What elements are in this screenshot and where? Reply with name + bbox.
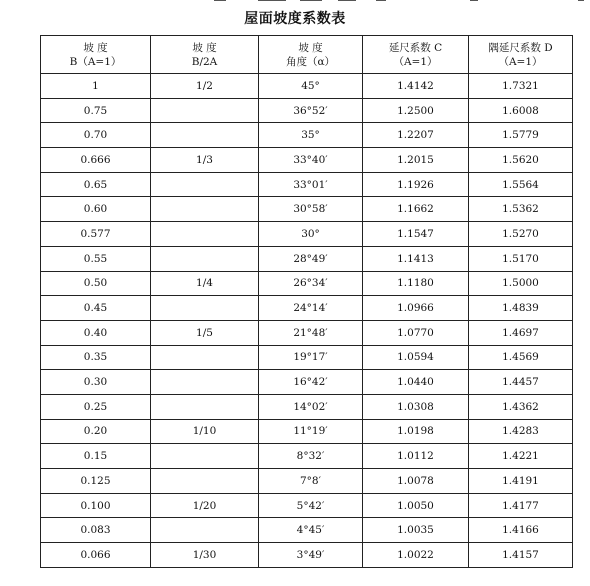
- table-row: [41, 222, 573, 247]
- cell-slope-angle: 8°32′: [259, 444, 363, 469]
- cell-slope-angle: 14°02′: [259, 394, 363, 419]
- header-label: 隅延尺系数 D: [488, 41, 553, 54]
- cell-slope-ratio: [151, 345, 259, 370]
- header-sublabel: （A=1）: [498, 55, 543, 68]
- cell-slope-b: 0.45: [41, 296, 151, 321]
- cell-coefficient-c: 1.2207: [363, 123, 469, 148]
- cell-coefficient-c: 1.4142: [363, 74, 469, 99]
- cell-slope-b: 0.65: [41, 172, 151, 197]
- cell-slope-b: 0.125: [41, 469, 151, 494]
- cell-slope-ratio: 1/4: [151, 271, 259, 296]
- cell-slope-b: 0.70: [41, 123, 151, 148]
- cell-slope-ratio: [151, 172, 259, 197]
- cell-coefficient-c: 1.1926: [363, 172, 469, 197]
- cell-coefficient-c: 1.0112: [363, 444, 469, 469]
- table-title: 屋面坡度系数表: [244, 11, 346, 27]
- table-row: [41, 123, 573, 148]
- cell-slope-angle: 26°34′: [259, 271, 363, 296]
- cell-coefficient-d: 1.4457: [469, 370, 573, 395]
- cell-coefficient-d: 1.5000: [469, 271, 573, 296]
- cell-coefficient-d: 1.4157: [469, 543, 573, 568]
- header-label: 延尺系数 C: [388, 41, 443, 54]
- table-row: [41, 197, 573, 222]
- cell-slope-b: 0.577: [41, 222, 151, 247]
- cell-slope-angle: 16°42′: [259, 370, 363, 395]
- cell-slope-b: 0.35: [41, 345, 151, 370]
- cell-coefficient-d: 1.4166: [469, 518, 573, 543]
- cell-slope-angle: 11°19′: [259, 419, 363, 444]
- cell-slope-angle: 45°: [259, 74, 363, 99]
- cell-slope-ratio: [151, 469, 259, 494]
- cell-slope-angle: 35°: [259, 123, 363, 148]
- header-slope-angle: [259, 36, 363, 74]
- cell-slope-angle: 5°42′: [259, 493, 363, 518]
- cell-slope-angle: 19°17′: [259, 345, 363, 370]
- table-row: [41, 296, 573, 321]
- cell-slope-b: 0.666: [41, 148, 151, 173]
- table-row: [41, 271, 573, 296]
- cell-slope-angle: 30°: [259, 222, 363, 247]
- cell-coefficient-c: 1.0594: [363, 345, 469, 370]
- cell-coefficient-c: 1.0022: [363, 543, 469, 568]
- cell-coefficient-c: 1.0198: [363, 419, 469, 444]
- table-row: [41, 444, 573, 469]
- cell-coefficient-c: 1.0966: [363, 296, 469, 321]
- cell-coefficient-d: 1.4697: [469, 320, 573, 345]
- cell-slope-ratio: [151, 444, 259, 469]
- cell-slope-angle: 7°8′: [259, 469, 363, 494]
- cell-slope-b: 0.083: [41, 518, 151, 543]
- header-slope-ratio: [151, 36, 259, 74]
- cell-coefficient-c: 1.1662: [363, 197, 469, 222]
- cell-coefficient-d: 1.5170: [469, 246, 573, 271]
- header-label: 坡 度: [83, 41, 108, 54]
- cell-coefficient-d: 1.5362: [469, 197, 573, 222]
- cell-slope-b: 0.100: [41, 493, 151, 518]
- header-extension-coefficient-c: [363, 36, 469, 74]
- cell-slope-b: 0.55: [41, 246, 151, 271]
- cell-slope-ratio: [151, 246, 259, 271]
- header-sublabel: （A=1）: [393, 55, 438, 68]
- cell-slope-angle: 33°40′: [259, 148, 363, 173]
- cell-slope-b: 0.50: [41, 271, 151, 296]
- table-row: [41, 394, 573, 419]
- cell-slope-angle: 36°52′: [259, 98, 363, 123]
- cell-coefficient-d: 1.4569: [469, 345, 573, 370]
- table-row: [41, 493, 573, 518]
- cell-slope-ratio: [151, 370, 259, 395]
- cell-slope-ratio: 1/20: [151, 493, 259, 518]
- cell-slope-ratio: 1/5: [151, 320, 259, 345]
- cell-coefficient-c: 1.0078: [363, 469, 469, 494]
- table-row: [41, 74, 573, 99]
- cell-slope-ratio: 1/30: [151, 543, 259, 568]
- table-row: [41, 246, 573, 271]
- cell-coefficient-d: 1.4839: [469, 296, 573, 321]
- cell-slope-ratio: [151, 222, 259, 247]
- cell-slope-ratio: [151, 98, 259, 123]
- cell-slope-angle: 30°58′: [259, 197, 363, 222]
- cell-coefficient-d: 1.5564: [469, 172, 573, 197]
- header-row: [41, 36, 573, 74]
- table-row: [41, 98, 573, 123]
- header-hip-extension-coefficient-d: [469, 36, 573, 74]
- cell-slope-ratio: [151, 394, 259, 419]
- cell-coefficient-d: 1.4177: [469, 493, 573, 518]
- header-sublabel: B（A=1）: [69, 55, 122, 68]
- cell-slope-angle: 21°48′: [259, 320, 363, 345]
- slope-coefficient-table: [40, 35, 573, 568]
- cell-slope-angle: 33°01′: [259, 172, 363, 197]
- cell-coefficient-c: 1.0035: [363, 518, 469, 543]
- cell-slope-ratio: 1/3: [151, 148, 259, 173]
- cell-coefficient-c: 1.2500: [363, 98, 469, 123]
- cell-slope-angle: 24°14′: [259, 296, 363, 321]
- cell-coefficient-c: 1.0050: [363, 493, 469, 518]
- cell-slope-angle: 28°49′: [259, 246, 363, 271]
- cell-slope-ratio: 1/2: [151, 74, 259, 99]
- cell-slope-b: 0.40: [41, 320, 151, 345]
- cell-slope-angle: 4°45′: [259, 518, 363, 543]
- cell-coefficient-d: 1.4283: [469, 419, 573, 444]
- header-sublabel: 角度（α）: [285, 55, 336, 68]
- cell-slope-b: 0.20: [41, 419, 151, 444]
- cell-coefficient-c: 1.0308: [363, 394, 469, 419]
- header-slope-b: [41, 36, 151, 74]
- cell-slope-ratio: 1/10: [151, 419, 259, 444]
- cell-coefficient-d: 1.7321: [469, 74, 573, 99]
- cell-coefficient-d: 1.4191: [469, 469, 573, 494]
- cell-slope-ratio: [151, 518, 259, 543]
- header-label: 坡 度: [192, 41, 217, 54]
- cell-slope-b: 0.15: [41, 444, 151, 469]
- header-sublabel: B/2A: [191, 55, 218, 68]
- cell-coefficient-d: 1.5620: [469, 148, 573, 173]
- cell-slope-b: 0.066: [41, 543, 151, 568]
- cell-coefficient-d: 1.4362: [469, 394, 573, 419]
- cell-coefficient-c: 1.0440: [363, 370, 469, 395]
- cell-slope-b: 0.30: [41, 370, 151, 395]
- cell-coefficient-c: 1.2015: [363, 148, 469, 173]
- cell-coefficient-c: 1.0770: [363, 320, 469, 345]
- cell-slope-ratio: [151, 123, 259, 148]
- table-row: [41, 148, 573, 173]
- cell-coefficient-d: 1.4221: [469, 444, 573, 469]
- cell-slope-angle: 3°49′: [259, 543, 363, 568]
- table-row: [41, 172, 573, 197]
- table-row: [41, 469, 573, 494]
- cell-coefficient-c: 1.1180: [363, 271, 469, 296]
- cell-coefficient-d: 1.6008: [469, 98, 573, 123]
- table-body: [41, 74, 573, 568]
- cell-slope-b: 0.25: [41, 394, 151, 419]
- cell-coefficient-c: 1.1547: [363, 222, 469, 247]
- cropped-text-fragment: [0, 0, 590, 5]
- cell-slope-ratio: [151, 296, 259, 321]
- cell-coefficient-d: 1.5779: [469, 123, 573, 148]
- table-row: [41, 370, 573, 395]
- table-row: [41, 345, 573, 370]
- table-row: [41, 518, 573, 543]
- table-row: [41, 320, 573, 345]
- table-row: [41, 543, 573, 568]
- cell-slope-b: 0.75: [41, 98, 151, 123]
- cell-slope-b: 0.60: [41, 197, 151, 222]
- header-label: 坡 度: [298, 41, 323, 54]
- cell-slope-b: 1: [41, 74, 151, 99]
- cell-slope-ratio: [151, 197, 259, 222]
- cell-coefficient-c: 1.1413: [363, 246, 469, 271]
- table-row: [41, 419, 573, 444]
- cell-coefficient-d: 1.5270: [469, 222, 573, 247]
